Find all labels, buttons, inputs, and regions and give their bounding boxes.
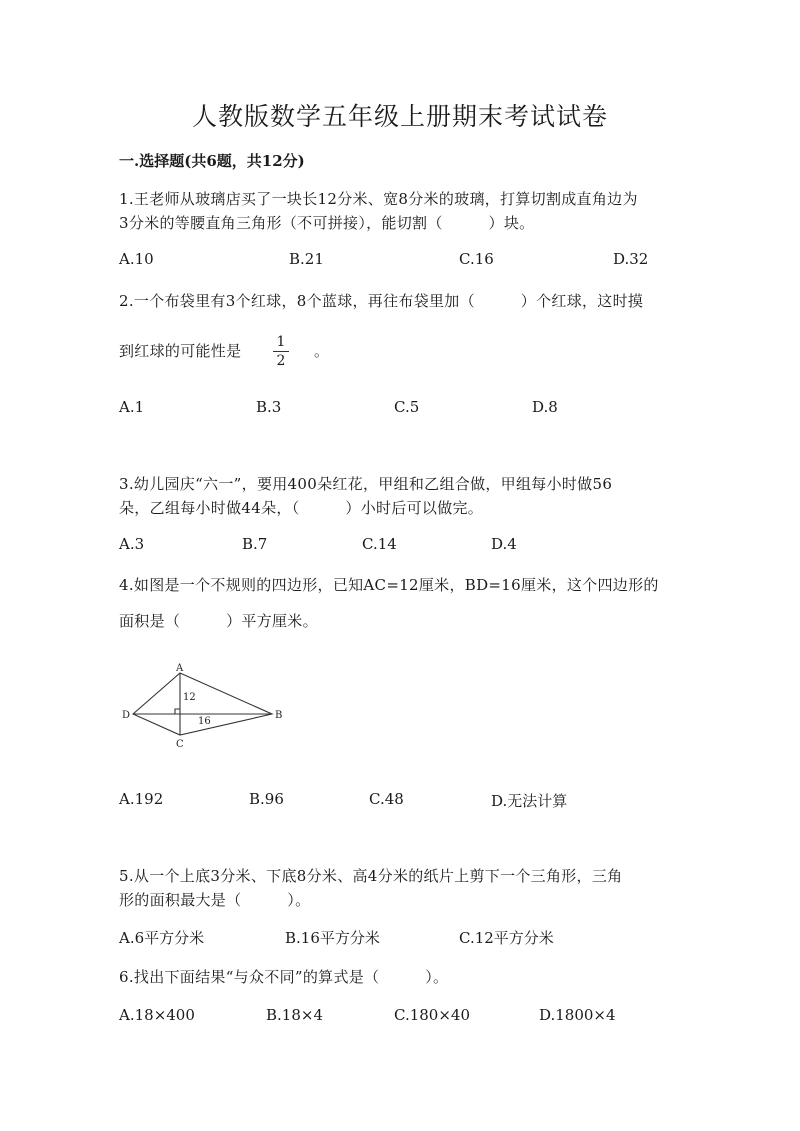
q3-option-b: B.7 bbox=[242, 535, 268, 553]
q5-option-b: B.16平方分米 bbox=[285, 929, 380, 947]
question-2-line-2: 到红球的可能性是 bbox=[119, 342, 242, 360]
question-5-line-1: 5.从一个上底3分米、下底8分米、高4分米的纸片上剪下一个三角形，三角 bbox=[119, 867, 623, 885]
fraction-denominator: 2 bbox=[276, 353, 286, 369]
page-title: 人教版数学五年级上册期末考试试卷 bbox=[191, 102, 608, 131]
right-angle-mark bbox=[175, 709, 180, 714]
q4-option-a: A.192 bbox=[119, 790, 164, 808]
question-6-line-1: 6.找出下面结果“与众不同”的算式是（ ）。 bbox=[119, 968, 449, 986]
q1-option-b: B.21 bbox=[289, 250, 324, 268]
q4-option-b: B.96 bbox=[249, 790, 284, 808]
question-2-period: 。 bbox=[314, 342, 330, 360]
q5-option-a: A.6平方分米 bbox=[119, 929, 205, 947]
q3-option-a: A.3 bbox=[119, 535, 145, 553]
q3-option-d: D.4 bbox=[491, 535, 517, 553]
question-2-line-1: 2.一个布袋里有3个红球，8个蓝球，再往布袋里加（ ）个红球，这时摸 bbox=[119, 292, 644, 310]
q3-option-c: C.14 bbox=[362, 535, 397, 553]
vertex-label-b: B bbox=[275, 710, 283, 721]
q2-option-b: B.3 bbox=[256, 398, 282, 416]
q6-option-d: D.1800×4 bbox=[539, 1006, 616, 1024]
q1-option-d: D.32 bbox=[613, 250, 649, 268]
question-1-line-2: 3分米的等腰直角三角形（不可拼接），能切割（ ）块。 bbox=[119, 214, 535, 232]
vertex-label-a: A bbox=[176, 663, 184, 674]
q6-option-c: C.180×40 bbox=[394, 1006, 470, 1024]
q6-option-b: B.18×4 bbox=[266, 1006, 323, 1024]
vertex-label-c: C bbox=[176, 739, 184, 750]
question-3-line-1: 3.幼儿园庆“六一”，要用400朵红花，甲组和乙组合做，甲组每小时做56 bbox=[119, 475, 613, 493]
question-4-line-2: 面积是（ ）平方厘米。 bbox=[119, 612, 318, 630]
question-1-line-1: 1.王老师从玻璃店买了一块长12分米、宽8分米的玻璃，打算切割成直角边为 bbox=[119, 190, 638, 208]
q1-option-a: A.10 bbox=[119, 250, 154, 268]
q2-option-a: A.1 bbox=[119, 398, 145, 416]
q2-option-d: D.8 bbox=[532, 398, 558, 416]
question-5-line-2: 形的面积最大是（ ）。 bbox=[119, 891, 311, 909]
fraction-one-half bbox=[273, 334, 289, 369]
q6-option-a: A.18×400 bbox=[119, 1006, 195, 1024]
fraction-numerator: 1 bbox=[276, 334, 286, 350]
question-4-line-1: 4.如图是一个不规则的四边形，已知AC=12厘米，BD=16厘米，这个四边形的 bbox=[119, 576, 659, 594]
bd-length-label: 16 bbox=[198, 716, 211, 727]
q1-option-c: C.16 bbox=[459, 250, 494, 268]
section-heading: 一.选择题(共6题，共12分) bbox=[119, 152, 305, 170]
q5-option-c: C.12平方分米 bbox=[459, 929, 554, 947]
ac-length-label: 12 bbox=[183, 692, 196, 703]
q2-option-c: C.5 bbox=[394, 398, 420, 416]
vertex-label-d: D bbox=[122, 710, 131, 721]
q4-option-c: C.48 bbox=[369, 790, 404, 808]
quadrilateral-diagram bbox=[118, 662, 293, 752]
question-3-line-2: 朵，乙组每小时做44朵，（ ）小时后可以做完。 bbox=[119, 499, 484, 517]
fraction-bar bbox=[273, 351, 289, 352]
q4-option-d: D.无法计算 bbox=[491, 792, 568, 810]
